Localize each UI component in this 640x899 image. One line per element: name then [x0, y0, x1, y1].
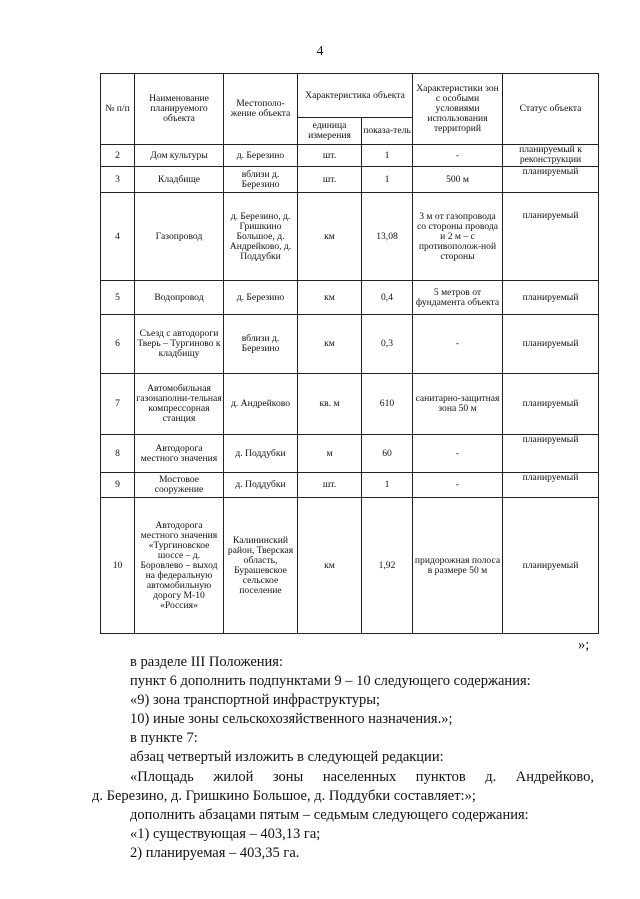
cell-location: вблизи д. Березино [224, 167, 298, 193]
cell-num: 5 [101, 281, 135, 315]
cell-value: 13,08 [362, 193, 413, 281]
cell-location: д. Березино [224, 281, 298, 315]
table-row [101, 145, 599, 167]
cell-num: 4 [101, 193, 135, 281]
cell-name: Автодорога местного значения [135, 435, 224, 473]
cell-num: 8 [101, 435, 135, 473]
paragraph: в пункте 7: [130, 730, 198, 747]
cell-unit: км [298, 315, 362, 374]
cell-value: 610 [362, 374, 413, 435]
cell-zone: - [413, 435, 503, 473]
amendment-text [92, 653, 594, 863]
table-row [101, 193, 599, 281]
table-row [101, 473, 599, 498]
cell-value: 1 [362, 473, 413, 498]
cell-status: планируемый [503, 473, 599, 498]
cell-zone: - [413, 145, 503, 167]
cell-unit: м [298, 435, 362, 473]
cell-zone: 5 метров от фундамента объекта [413, 281, 503, 315]
cell-status: планируемый [503, 374, 599, 435]
table-row [101, 498, 599, 634]
cell-num: 7 [101, 374, 135, 435]
cell-status: планируемый к реконструкции [503, 145, 599, 167]
cell-num: 6 [101, 315, 135, 374]
cell-value: 1 [362, 145, 413, 167]
cell-zone: 500 м [413, 167, 503, 193]
cell-location: д. Поддубки [224, 435, 298, 473]
paragraph: 2) планируемая – 403,35 га. [130, 844, 300, 861]
paragraph: пункт 6 дополнить подпунктами 9 – 10 следующего содержания: [130, 673, 531, 690]
cell-num: 10 [101, 498, 135, 634]
cell-name: Водопровод [135, 281, 224, 315]
table-row [101, 167, 599, 193]
cell-location: д. Березино [224, 145, 298, 167]
cell-status: планируемый [503, 167, 599, 193]
cell-status: планируемый [503, 435, 599, 473]
table-row [101, 435, 599, 473]
cell-location: вблизи д. Березино [224, 315, 298, 374]
cell-status: планируемый [503, 193, 599, 281]
paragraph: в разделе III Положения: [130, 654, 283, 670]
header-unit: единица измерения [298, 118, 362, 145]
paragraph: «Площадь жилой зоны населенных пунктов д. Андрейково, [130, 768, 594, 785]
cell-zone: санитарно-защитная зона 50 м [413, 374, 503, 435]
cell-zone: 3 м от газопровода со стороны провода и 2 м – с противополож-ной стороны [413, 193, 503, 281]
paragraph: д. Березино, д. Гришкино Большое, д. Поддубки составляет:»; [92, 787, 476, 804]
cell-name: Дом культуры [135, 145, 224, 167]
cell-status: планируемый [503, 281, 599, 315]
header-status: Статус объекта [503, 74, 599, 145]
header-characteristics: Характеристика объекта [298, 74, 413, 118]
paragraph: 10) иные зоны сельскохозяйственного назначения.»; [130, 711, 453, 728]
cell-name: Кладбище [135, 167, 224, 193]
cell-unit: шт. [298, 473, 362, 498]
cell-num: 3 [101, 167, 135, 193]
cell-num: 9 [101, 473, 135, 498]
cell-unit: кв. м [298, 374, 362, 435]
planned-objects-table [100, 73, 599, 634]
cell-unit: км [298, 281, 362, 315]
page-number: 4 [316, 44, 324, 59]
header-location: Местополо-жение объекта [224, 74, 298, 145]
cell-value: 0,3 [362, 315, 413, 374]
cell-location: д. Андрейково [224, 374, 298, 435]
paragraph: абзац четвертый изложить в следующей редакции: [130, 749, 444, 766]
cell-location: д. Березино, д. Гришкино Большое, д. Андрейково, д. Поддубки [224, 193, 298, 281]
table-row [101, 315, 599, 374]
cell-name: Газопровод [135, 193, 224, 281]
header-name: Наименование планируемого объекта [135, 74, 224, 145]
cell-num: 2 [101, 145, 135, 167]
cell-name: Съезд с автодороги Тверь – Тургиново к кладбищу [135, 315, 224, 374]
cell-status: планируемый [503, 315, 599, 374]
cell-location: д. Поддубки [224, 473, 298, 498]
paragraph: дополнить абзацами пятым – седьмым следующего содержания: [130, 806, 529, 823]
header-value: показа-тель [362, 118, 413, 145]
cell-name: Мостовое сооружение [135, 473, 224, 498]
cell-name: Автодорога местного значения «Тургиновское шоссе – д. Боровлево – выход на федеральную автомобильную дорогу М-10 «Россия» [135, 498, 224, 634]
paragraph: «1) существующая – 403,13 га; [130, 825, 321, 842]
cell-zone: - [413, 473, 503, 498]
cell-value: 60 [362, 435, 413, 473]
cell-unit: шт. [298, 167, 362, 193]
cell-value: 1 [362, 167, 413, 193]
cell-status: планируемый [503, 498, 599, 634]
cell-value: 0,4 [362, 281, 413, 315]
closing-quote: »; [578, 637, 590, 653]
cell-name: Автомобильная газонаполни-тельная компрессорная станция [135, 374, 224, 435]
cell-unit: шт. [298, 145, 362, 167]
cell-unit: км [298, 193, 362, 281]
header-num: № п/п [101, 74, 135, 145]
paragraph: «9) зона транспортной инфраструктуры; [130, 692, 380, 709]
table-row [101, 281, 599, 315]
cell-location: Калининский район, Тверская область, Бурашевское сельское поселение [224, 498, 298, 634]
header-zones: Характеристики зон с особыми условиями использования территорий [413, 74, 503, 145]
cell-value: 1,92 [362, 498, 413, 634]
cell-zone: - [413, 315, 503, 374]
cell-unit: км [298, 498, 362, 634]
cell-zone: придорожная полоса в размере 50 м [413, 498, 503, 634]
table-row [101, 374, 599, 435]
